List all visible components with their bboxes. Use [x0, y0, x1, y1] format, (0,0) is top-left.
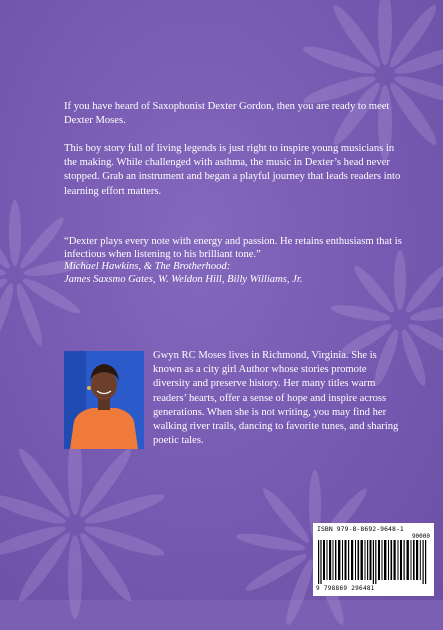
price-code: 90000: [411, 533, 430, 540]
testimonial-attribution-1: Michael Hawkins, & The Brotherhood:: [64, 261, 231, 273]
barcode-digits: 9 798869 296481: [316, 585, 375, 592]
testimonial: [64, 236, 414, 286]
decorative-starburst-top-right: [300, 0, 443, 160]
isbn-text: ISBN 979-8-8692-9648-1: [317, 525, 404, 533]
author-photo: [64, 351, 144, 449]
barcode-bars: [318, 540, 430, 584]
testimonial-attribution-2: James Saxsmo Gates, W. Weldon Hill, Billy Williams, Jr.: [64, 273, 303, 285]
author-bio: Gwyn RC Moses lives in Richmond, Virginia. She is known as a city girl Author whose stories promote diversity and preserve history. Her many titles warm readers’ hearts, offer a sense of hope and inspire across generations. When she is not writing, you may find her walking river trails, dancing to favorite tunes, and sharing poetic tales.: [153, 350, 399, 447]
isbn-barcode: [313, 523, 434, 596]
decorative-starburst-bottom-left: [0, 430, 170, 620]
intro-paragraph-1: If you have heard of Saxophonist Dexter Gordon, then you are ready to meet Dexter Moses.: [64, 101, 390, 127]
testimonial-quote: “Dexter plays every note with energy and passion. He retains enthusiasm that is infectious when listening to his brilliant tone.”: [64, 236, 402, 260]
intro-paragraph-2: This boy story full of living legends is just right to inspire young musicians in the making. While challenged with asthma, the music in Dexter’s head never stopped. Grab an instrument and began a playful journey that leads readers into learning effort matters.: [64, 143, 401, 197]
